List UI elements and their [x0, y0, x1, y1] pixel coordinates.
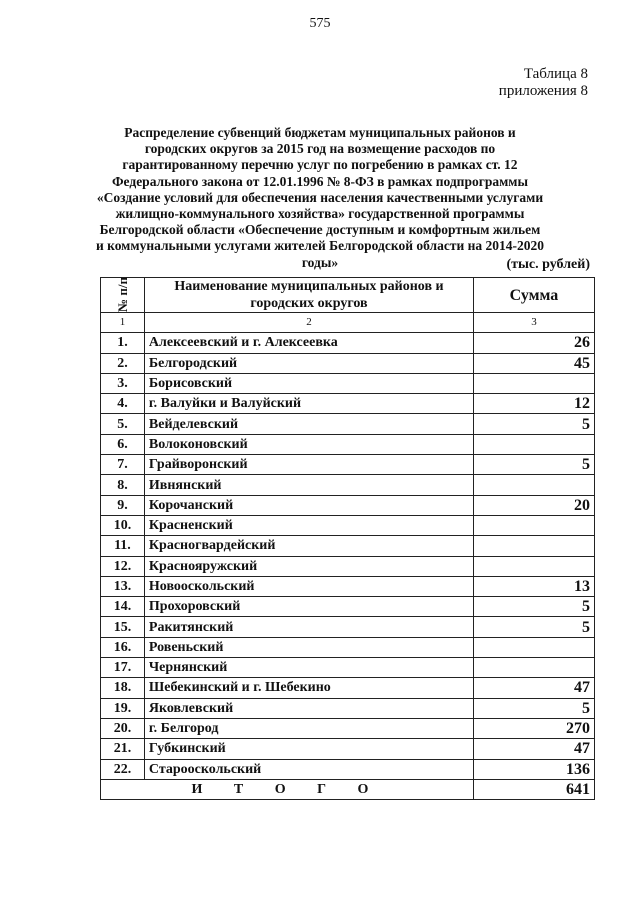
- row-district-name: Новооскольский: [144, 576, 473, 596]
- row-sum: [474, 434, 595, 454]
- table-row: [101, 434, 595, 454]
- row-number: 12.: [101, 556, 145, 576]
- row-sum: 45: [474, 353, 595, 373]
- row-number: 4.: [101, 394, 145, 414]
- table-row: [101, 658, 595, 678]
- document-title: Распределение субвенций бюджетам муниципальных районов и городских округов за 2015 год на возмещение расходов по гарантированному перечню услуг по погребению в рамках ст. 12 Федерального закона от 12.01.1996 № 8-ФЗ в рамках подпрограммы «Создание условий для обеспечения населения качественными услугами жилищно-коммунального хозяйства» государственной программы Белгородской области «Обеспечение доступным и комфортным жильем и коммунальными услугами жителей Белгородской области на 2014-2020 годы»: [95, 125, 545, 270]
- table-row: [101, 637, 595, 657]
- table-reference: [499, 66, 588, 100]
- row-district-name: Корочанский: [144, 495, 473, 515]
- subsidy-table: [100, 277, 595, 800]
- header-sum: Сумма: [474, 278, 595, 313]
- table-row: [101, 576, 595, 596]
- row-number: 2.: [101, 353, 145, 373]
- row-sum: 47: [474, 739, 595, 759]
- row-district-name: Старооскольский: [144, 759, 473, 779]
- row-number: 15.: [101, 617, 145, 637]
- table-row: [101, 515, 595, 535]
- row-sum: 5: [474, 414, 595, 434]
- table-row: [101, 678, 595, 698]
- table-row: [101, 718, 595, 738]
- table-row: [101, 698, 595, 718]
- row-district-name: г. Белгород: [144, 718, 473, 738]
- row-district-name: Ракитянский: [144, 617, 473, 637]
- row-district-name: Белгородский: [144, 353, 473, 373]
- row-sum: [474, 536, 595, 556]
- row-sum: 270: [474, 718, 595, 738]
- row-sum: [474, 475, 595, 495]
- row-sum: 136: [474, 759, 595, 779]
- row-number: 22.: [101, 759, 145, 779]
- row-district-name: Губкинский: [144, 739, 473, 759]
- row-district-name: Прохоровский: [144, 597, 473, 617]
- row-district-name: Краснояружский: [144, 556, 473, 576]
- row-district-name: Шебекинский и г. Шебекино: [144, 678, 473, 698]
- row-sum: [474, 515, 595, 535]
- table-row: [101, 597, 595, 617]
- table-row: [101, 617, 595, 637]
- column-index-row: [101, 313, 595, 333]
- page-number: 575: [309, 16, 331, 31]
- table-ref-line-1: Таблица 8: [523, 66, 588, 82]
- row-district-name: Ивнянский: [144, 475, 473, 495]
- row-sum: 5: [474, 597, 595, 617]
- row-number: 21.: [101, 739, 145, 759]
- row-number: 19.: [101, 698, 145, 718]
- table-row: [101, 353, 595, 373]
- row-district-name: Ровеньский: [144, 637, 473, 657]
- row-sum: 47: [474, 678, 595, 698]
- table-row: [101, 394, 595, 414]
- table-row: [101, 475, 595, 495]
- row-number: 18.: [101, 678, 145, 698]
- row-number: 9.: [101, 495, 145, 515]
- row-number: 6.: [101, 434, 145, 454]
- row-number: 14.: [101, 597, 145, 617]
- total-label: И Т О Г О: [101, 779, 474, 799]
- row-number: 17.: [101, 658, 145, 678]
- row-sum: 12: [474, 394, 595, 414]
- row-number: 5.: [101, 414, 145, 434]
- row-district-name: Грайворонский: [144, 455, 473, 475]
- row-sum: 5: [474, 617, 595, 637]
- row-district-name: Красненский: [144, 515, 473, 535]
- row-district-name: Вейделевский: [144, 414, 473, 434]
- row-sum: 26: [474, 333, 595, 353]
- header-num: № п/п: [101, 278, 145, 313]
- row-district-name: Волоконовский: [144, 434, 473, 454]
- row-sum: [474, 373, 595, 393]
- table-row: [101, 333, 595, 353]
- table-row: [101, 739, 595, 759]
- table-row: [101, 536, 595, 556]
- table-row: [101, 495, 595, 515]
- column-index-3: 3: [474, 313, 595, 333]
- column-index-2: 2: [144, 313, 473, 333]
- total-sum: 641: [474, 779, 595, 799]
- total-row: [101, 779, 595, 799]
- row-district-name: Борисовский: [144, 373, 473, 393]
- row-district-name: Красногвардейский: [144, 536, 473, 556]
- header-name: Наименование муниципальных районов и городских округов: [144, 278, 473, 313]
- table-row: [101, 556, 595, 576]
- row-number: 20.: [101, 718, 145, 738]
- table-body: [101, 333, 595, 780]
- table-header-row: [101, 278, 595, 313]
- row-district-name: г. Валуйки и Валуйский: [144, 394, 473, 414]
- units-label: (тыс. рублей): [506, 257, 590, 272]
- row-number: 8.: [101, 475, 145, 495]
- row-sum: 20: [474, 495, 595, 515]
- row-number: 13.: [101, 576, 145, 596]
- row-district-name: Яковлевский: [144, 698, 473, 718]
- row-sum: 13: [474, 576, 595, 596]
- row-sum: 5: [474, 455, 595, 475]
- row-number: 3.: [101, 373, 145, 393]
- row-number: 11.: [101, 536, 145, 556]
- row-sum: [474, 637, 595, 657]
- row-number: 1.: [101, 333, 145, 353]
- table-row: [101, 414, 595, 434]
- table-row: [101, 759, 595, 779]
- row-sum: [474, 658, 595, 678]
- table-row: [101, 455, 595, 475]
- table-row: [101, 373, 595, 393]
- row-number: 10.: [101, 515, 145, 535]
- row-number: 16.: [101, 637, 145, 657]
- row-district-name: Чернянский: [144, 658, 473, 678]
- column-index-1: 1: [101, 313, 145, 333]
- row-number: 7.: [101, 455, 145, 475]
- row-district-name: Алексеевский и г. Алексеевка: [144, 333, 473, 353]
- row-sum: [474, 556, 595, 576]
- row-sum: 5: [474, 698, 595, 718]
- table-ref-line-2: приложения 8: [498, 83, 588, 99]
